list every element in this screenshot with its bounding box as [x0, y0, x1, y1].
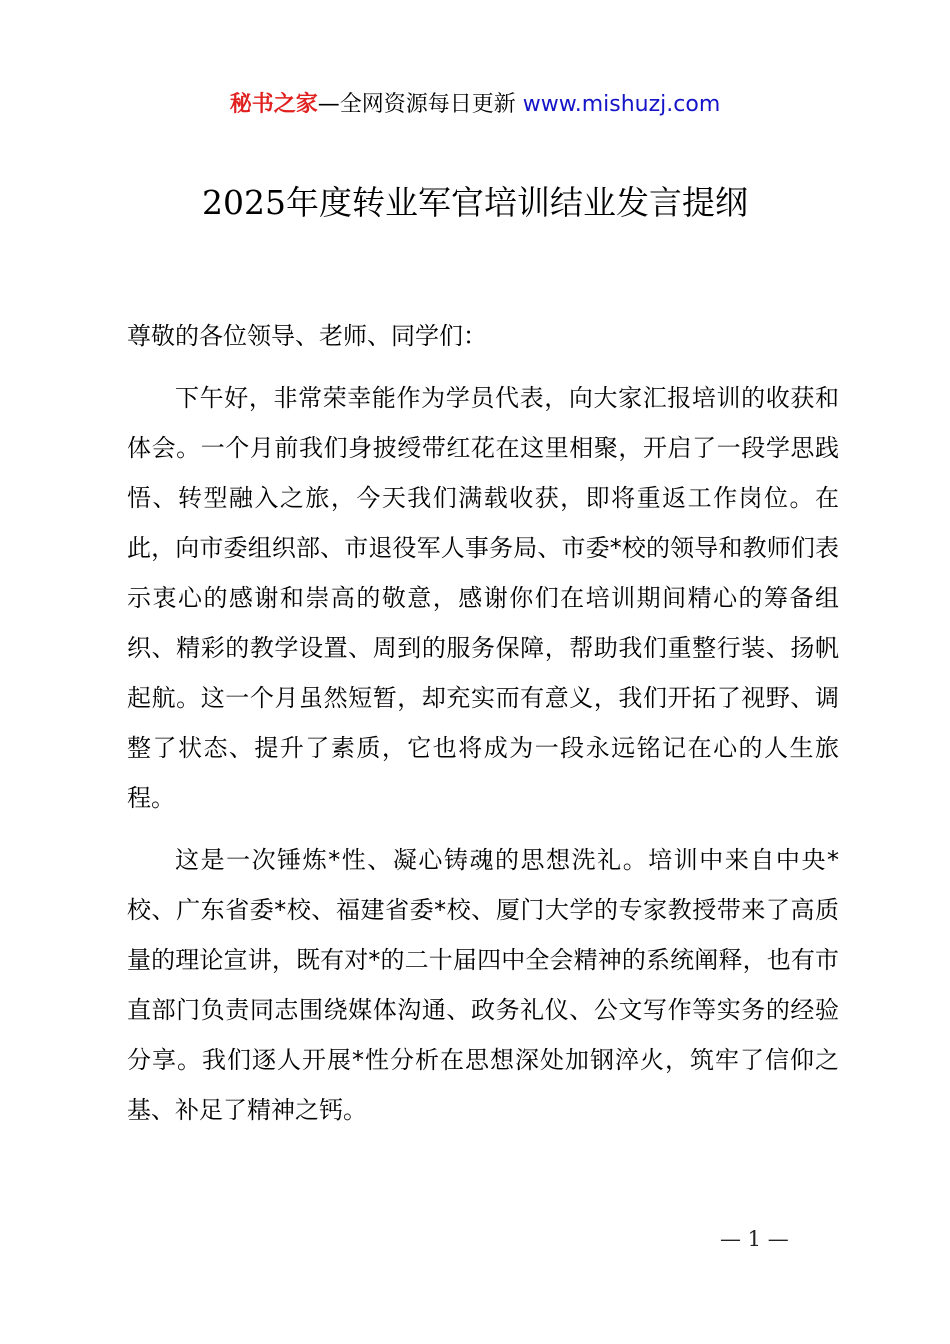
paragraph-1: 下午好，非常荣幸能作为学员代表，向大家汇报培训的收获和体会。一个月前我们身披绶带红花在这里相聚，开启了一段学思践悟、转型融入之旅，今天我们满载收获，即将重返工作岗位。在此，向市委组织部、市退役军人事务局、市委*校的领导和教师们表示衷心的感谢和崇高的敬意，感谢你们在培训期间精心的筹备组织、精彩的教学设置、周到的服务保障，帮助我们重整行装、扬帆起航。这一个月虽然短暂，却充实而有意义，我们开拓了视野、调整了状态、提升了素质，它也将成为一段永远铭记在心的人生旅程。 — [127, 384, 839, 812]
site-url-link[interactable]: www.mishuzj.com — [522, 92, 721, 117]
paragraph-2: 这是一次锤炼*性、凝心铸魂的思想洗礼。培训中来自中央*校、广东省委*校、福建省委*校、厦门大学的专家教授带来了高质量的理论宣讲，既有对*的二十届四中全会精神的系统阐释，也有市直部门负责同志围绕媒体沟通、政务礼仪、公文写作等实务的经验分享。我们逐人开展*性分析在思想深处加钢淬火，筑牢了信仰之基、补足了精神之钙。 — [127, 846, 839, 1124]
document-title: 2025年度转业军官培训结业发言提纲 — [202, 183, 748, 222]
banner-tagline: —全网资源每日更新 — [317, 92, 516, 117]
salutation: 尊敬的各位领导、老师、同学们： — [127, 322, 487, 350]
page-number: — 1 — — [720, 1227, 789, 1251]
document-body — [127, 311, 839, 1147]
brand-name: 秘书之家 — [229, 92, 318, 117]
site-banner — [0, 88, 950, 122]
